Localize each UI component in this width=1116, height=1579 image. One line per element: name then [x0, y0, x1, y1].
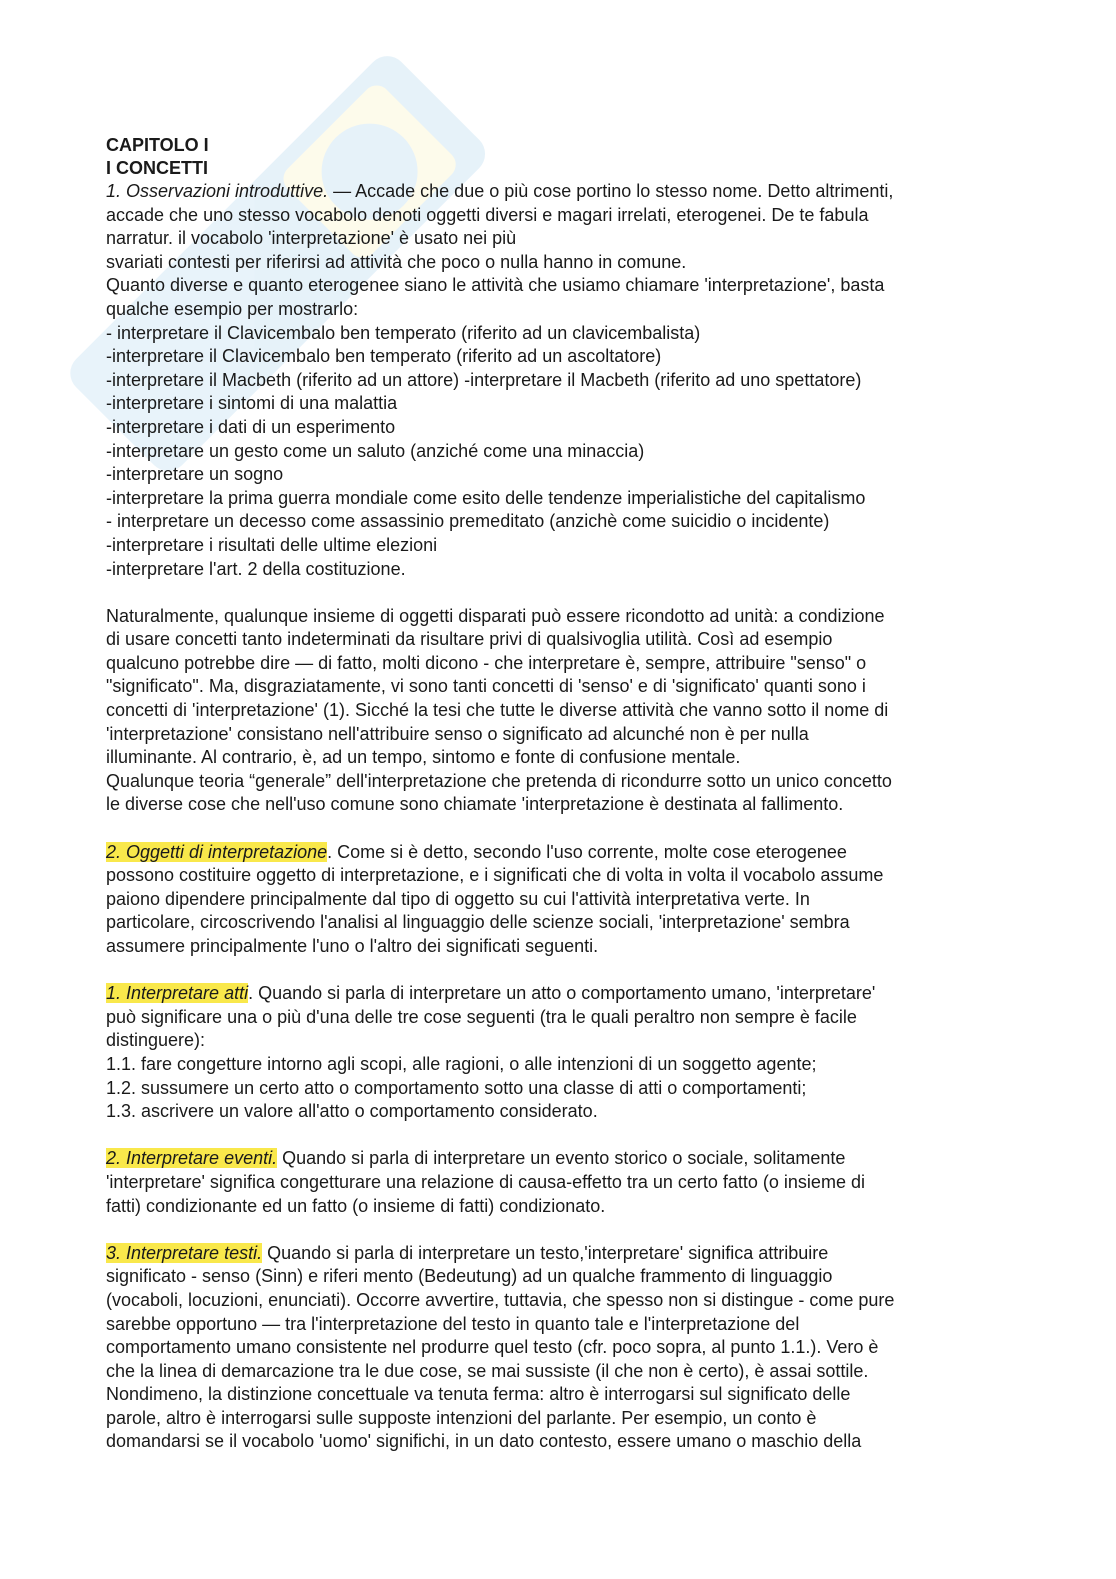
list-item: -interpretare un gesto come un saluto (anziché come una minaccia): [106, 440, 645, 461]
paragraph-line: può significare una o più d'una delle tre cose seguenti (tra le quali peraltro non sempre è facile: [106, 1006, 857, 1027]
chapter-heading: CAPITOLO I: [106, 135, 209, 155]
paragraph-line: qualcuno potrebbe dire — di fatto, molti dicono - che interpretare è, sempre, attribuire "senso" o: [106, 652, 867, 673]
list-item: -interpretare l'art. 2 della costituzione.: [106, 558, 406, 579]
intro-line: qualche esempio per mostrarlo:: [106, 298, 359, 319]
intro-lead: 1. Osservazioni introduttive.: [106, 181, 329, 201]
document-page: [106, 134, 1021, 1454]
paragraph-line: concetti di 'interpretazione' (1). Sicché la tesi che tutte le diverse attività che vanno sotto il nome di: [106, 700, 889, 721]
highlighted-heading-atti: 1. Interpretare atti: [106, 983, 249, 1004]
paragraph-line: 1. Interpretare atti. Quando si parla di interpretare un atto o comportamento umano, 'interpretare': [106, 983, 876, 1004]
paragraph-line: possono costituire oggetto di interpretazione, e i significati che di volta in volta il vocabolo assume: [106, 865, 884, 886]
paragraph-line: Nondimeno, la distinzione concettuale va tenuta ferma: altro è interrogarsi sul significato delle: [106, 1384, 851, 1405]
list-item: -interpretare un sogno: [106, 464, 284, 485]
paragraph-line: domandarsi se il vocabolo 'uomo' significhi, in un dato contesto, essere umano o maschio della: [106, 1431, 862, 1452]
paragraph-line: 1.3. ascrivere un valore all'atto o comportamento considerato.: [106, 1101, 598, 1122]
list-item: -interpretare la prima guerra mondiale come esito delle tendenze imperialistiche del capitalismo: [106, 487, 866, 508]
paragraph-line: assumere principalmente l'uno o l'altro dei significati seguenti.: [106, 936, 599, 956]
paragraph-line: distinguere):: [106, 1030, 206, 1051]
highlighted-heading-testi: 3. Interpretare testi.: [106, 1242, 263, 1263]
paragraph-line: 'interpretare' significa congetturare una relazione di causa-effetto tra un certo fatto (o insieme di: [106, 1171, 865, 1192]
chapter-subtitle: I CONCETTI: [106, 158, 208, 178]
paragraph-line: 1.2. sussumere un certo atto o comportamento sotto una classe di atti o comportamenti;: [106, 1077, 807, 1098]
highlighted-heading-eventi: 2. Interpretare eventi.: [106, 1148, 278, 1169]
intro-line: narratur. il vocabolo 'interpretazione' è usato nei più: [106, 228, 517, 249]
paragraph-line: fatti) condizionante ed un fatto (o insieme di fatti) condizionato.: [106, 1195, 606, 1216]
intro-line: accade che uno stesso vocabolo denoti oggetti diversi e magari irrelati, eterogenei. De te fabula: [106, 204, 869, 225]
list-item: - interpretare il Clavicembalo ben temperato (riferito ad un clavicembalista): [106, 322, 701, 343]
list-item: -interpretare il Macbeth (riferito ad un attore) -interpretare il Macbeth (riferito ad uno spettatore): [106, 369, 862, 390]
paragraph-line: di usare concetti tanto indeterminati da risultare privi di qualsivoglia utilità. Così ad esempio: [106, 629, 833, 650]
paragraph-line: 2. Interpretare eventi. Quando si parla di interpretare un evento storico o sociale, solitamente: [106, 1148, 846, 1169]
highlighted-heading-oggetti: 2. Oggetti di interpretazione: [106, 841, 328, 862]
paragraph-line: comportamento umano consistente nel produrre quel testo (cfr. poco sopra, al punto 1.1.). Vero è: [106, 1337, 879, 1358]
list-item: -interpretare il Clavicembalo ben temperato (riferito ad un ascoltatore): [106, 346, 662, 367]
paragraph-line: parole, altro è interrogarsi sulle supposte intenzioni del parlante. Per esempio, un conto è: [106, 1407, 817, 1428]
paragraph-line: (vocaboli, locuzioni, enunciati). Occorre avvertire, tuttavia, che spesso non si distingue - come pure: [106, 1289, 895, 1310]
paragraph-line: 1.1. fare congetture intorno agli scopi, alle ragioni, o alle intenzioni di un soggetto agente;: [106, 1053, 817, 1074]
paragraph-line: 3. Interpretare testi. Quando si parla di interpretare un testo,'interpretare' significa attribuire: [106, 1242, 829, 1263]
list-item: -interpretare i risultati delle ultime elezioni: [106, 534, 438, 555]
paragraph-line: le diverse cose che nell'uso comune sono chiamate 'interpretazione è destinata al fallimento.: [106, 794, 844, 815]
intro-line: svariati contesti per riferirsi ad attività che poco o nulla hanno in comune.: [106, 251, 687, 272]
paragraph-line: 'interpretazione' consistano nell'attribuire senso o significato ad alcunché non è per nulla: [106, 723, 809, 744]
paragraph-line: sarebbe opportuno — tra l'interpretazione del testo in quanto tale e l'interpretazione del: [106, 1313, 800, 1334]
paragraph-line: Qualunque teoria “generale” dell'interpretazione che pretenda di ricondurre sotto un unico concetto: [106, 770, 892, 791]
intro-line: Quanto diverse e quanto eterogenee siano le attività che usiamo chiamare 'interpretazione', basta: [106, 275, 885, 296]
paragraph-line: che la linea di demarcazione tra le due cose, se mai sussiste (il che non è certo), è assai sottile.: [106, 1360, 869, 1381]
paragraph-line: Naturalmente, qualunque insieme di oggetti disparati può essere ricondotto ad unità: a condizione: [106, 605, 885, 626]
list-item: -interpretare i sintomi di una malattia: [106, 393, 398, 414]
paragraph-line: 2. Oggetti di interpretazione. Come si è detto, secondo l'uso corrente, molte cose eterogenee: [106, 841, 847, 862]
list-item: - interpretare un decesso come assassinio premeditato (anzichè come suicidio o incidente): [106, 511, 830, 532]
paragraph-line: paiono dipendere principalmente dal tipo di oggetto su cui l'attività interpretativa verte. In: [106, 888, 810, 909]
paragraph-line: particolare, circoscrivendo l'analisi al linguaggio delle scienze sociali, 'interpretazione' sembra: [106, 912, 850, 933]
paragraph-line: significato - senso (Sinn) e riferi mento (Bedeutung) ad un qualche frammento di linguaggio: [106, 1266, 833, 1287]
paragraph-line: illuminante. Al contrario, è, ad un tempo, sintomo e fonte di confusione mentale.: [106, 747, 741, 768]
intro-line: 1. Osservazioni introduttive. — Accade che due o più cose portino lo stesso nome. Detto altrimenti,: [106, 181, 894, 201]
paragraph-line: "significato". Ma, disgraziatamente, vi sono tanti concetti di 'senso' e di 'significato' quanti sono i: [106, 676, 866, 697]
list-item: -interpretare i dati di un esperimento: [106, 416, 396, 437]
